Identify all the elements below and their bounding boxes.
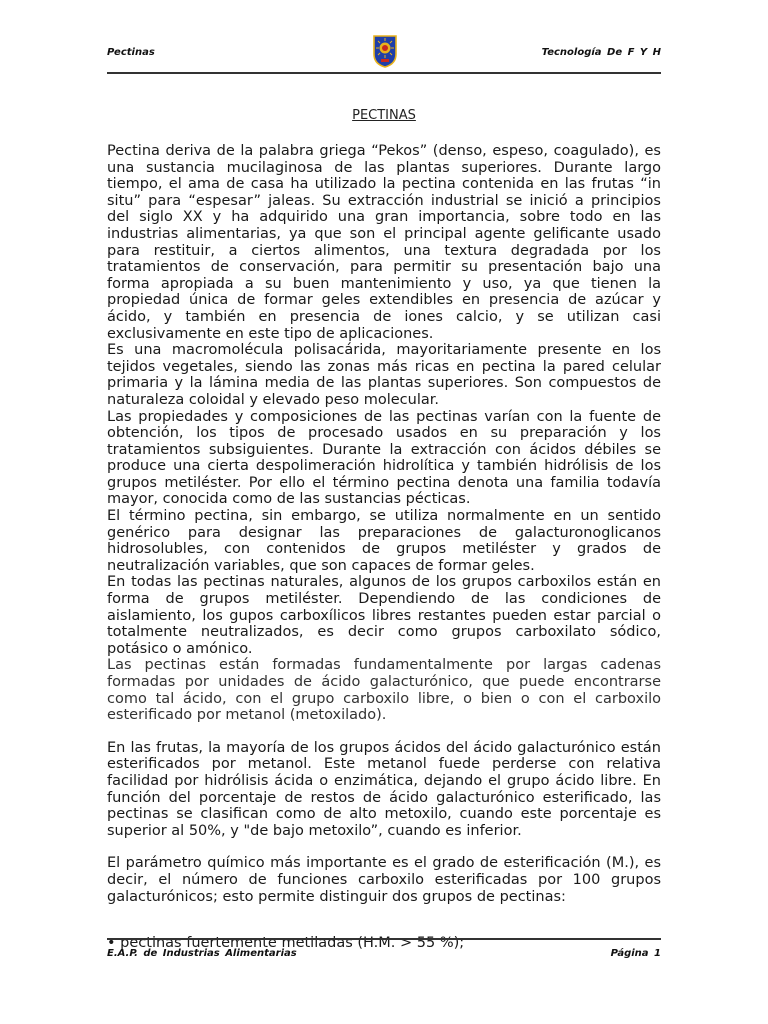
footer-left-text: E.A.P. de Industrias Alimentarias <box>107 948 297 959</box>
page-header <box>107 34 661 74</box>
page-number: Página 1 <box>610 948 661 959</box>
bullet-item: • pectinas fuertemente metiladas (H.M. > 55 %); <box>107 935 465 952</box>
header-right-text: Tecnología De F Y H <box>541 47 661 58</box>
paragraph: Pectina deriva de la palabra griega “Pekos” (denso, espeso, coagulado), es una sustancia mucilaginosa de las plantas superiores. Durante largo tiempo, el ama de casa ha utilizado la pectina contenida en las frutas “in situ” para “espesar” jaleas. Su extracción industrial se inició a principios del siglo XX y ha adquirido una gran importancia, sobre todo en las industrias alimentarias, ya que son el principal agente gelificante usado para restituir, a ciertos alimentos, una textura degradada por los tratamientos de conservación, para permitir su presentación bajo una forma apropiada a su buen mantenimiento y uso, ya que tienen la propiedad única de formar geles extendibles en presencia de azúcar y ácido, y también en presencia de iones calcio, y se utilizan casi exclusivamente en este tipo de aplicaciones. <box>107 143 661 342</box>
paragraph: Las propiedades y composiciones de las pectinas varían con la fuente de obtención, los tipos de procesado usados en su preparación y los tratamientos subsiguientes. Durante la extracción con ácidos débiles se produce una cierta despolimeración hidrolítica y también hidrólisis de los grupos metiléster. Por ello el término pectina denota una familia todavía mayor, conocida como de las sustancias pécticas. <box>107 408 661 508</box>
paragraph: Es una macromolécula polisacárida, mayoritariamente presente en los tejidos vegetales, siendo las zonas más ricas en pectina la pared celular primaria y la lámina media de las plantas superiores. Son compuestos de naturaleza coloidal y elevado peso molecular. <box>107 342 661 408</box>
paragraph: El parámetro químico más importante es el grado de esterificación (M.), es decir, el número de funciones carboxilo esterificadas por 100 grupos galacturónicos; esto permite distinguir dos grupos de pectinas: <box>107 855 661 905</box>
document-body <box>107 143 661 952</box>
paragraph: En las frutas, la mayoría de los grupos ácidos del ácido galacturónico están esterificados por metanol. Este metanol fuede perderse con relativa facilidad por hidrólisis ácida o enzimática, dejando el grupo ácido libre. En función del porcentaje de restos de ácido galacturónico esterificado, las pectinas se clasifican como de alto metoxilo, cuando este porcentaje es superior al 50%, y "de bajo metoxilo”, cuando es inferior. <box>107 739 661 839</box>
paragraph: El término pectina, sin embargo, se utiliza normalmente en un sentido genérico para designar las preparaciones de galacturonoglicanos hidrosolubles, con contenidos de grupos metiléster y grados de neutralización variables, que son capaces de formar geles. <box>107 508 661 574</box>
paragraph: Las pectinas están formadas fundamentalmente por largas cadenas formadas por unidades de ácido galacturónico, que puede encontrarse como tal ácido, con el grupo carboxilo libre, o bien o con el carboxilo esterificado por metanol (metoxilado). <box>107 657 661 724</box>
paragraph: En todas las pectinas naturales, algunos de los grupos carboxilos están en forma de grupos metiléster. Dependiendo de las condiciones de aislamiento, los gupos carboxílicos libres restantes pueden estar parcial o totalmente neutralizados, es decir como grupos carboxilato sódico, potásico o amónico. <box>107 574 661 657</box>
university-crest-icon <box>372 34 398 68</box>
document-title: PECTINAS <box>352 108 416 123</box>
header-left-text: Pectinas <box>107 47 155 58</box>
page-footer <box>107 938 661 964</box>
